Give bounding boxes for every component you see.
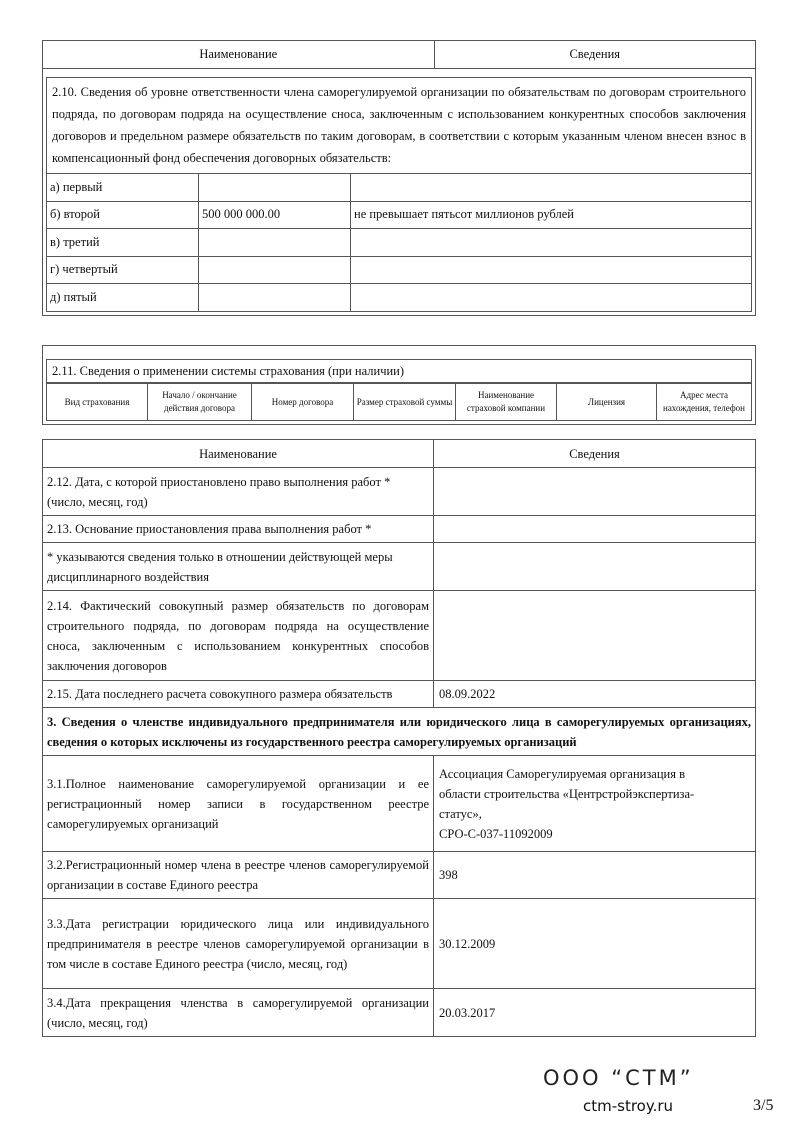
column-header: Наименование страховой компании <box>456 384 557 421</box>
row-label: 2.14. Фактический совокупный размер обязательств по договорам строительного подряда, по договорам подряда на осуществление сноса, заключенным с использованием конкурентных способов заключения договоров <box>43 591 434 681</box>
column-header: Адрес места нахождения, телефон <box>657 384 752 421</box>
row-label: 2.15. Дата последнего расчета совокупного размера обязательств <box>43 681 434 708</box>
liability-levels-table <box>46 173 752 312</box>
row-value: 08.09.2022 <box>434 681 756 708</box>
row-value: 20.03.2017 <box>434 989 756 1037</box>
row-label: 3.2.Регистрационный номер члена в реестре членов саморегулируемой организации в составе Единого реестра <box>43 852 434 899</box>
row-value: 30.12.2009 <box>434 899 756 989</box>
table-row <box>43 756 756 852</box>
row-label: 3.3.Дата регистрации юридического лица или индивидуального предпринимателя в реестре членов саморегулируемой организации в том числе в составе Единого реестра (число, месяц, год) <box>43 899 434 989</box>
table-row <box>43 591 756 681</box>
header-table <box>43 41 755 69</box>
row-label: 3.1.Полное наименование саморегулируемой организации и ее регистрационный номер записи в государственном реестре саморегулируемых организаций <box>43 756 434 852</box>
value-line: Ассоциация Саморегулируемая организация в <box>439 766 686 781</box>
row-value <box>434 516 756 543</box>
section-2-10-block <box>42 40 756 316</box>
insurance-title: 2.11. Сведения о применении системы страхования (при наличии) <box>46 359 752 383</box>
level-label: а) первый <box>47 174 199 202</box>
level-note: не превышает пятьсот миллионов рублей <box>351 201 752 229</box>
level-amount <box>199 174 351 202</box>
row-value <box>434 543 756 591</box>
column-header: Размер страховой суммы <box>354 384 456 421</box>
row-value <box>434 591 756 681</box>
level-amount <box>199 284 351 312</box>
table-row <box>47 256 752 284</box>
table-row <box>47 201 752 229</box>
table-row <box>43 468 756 516</box>
header-info: Сведения <box>434 41 755 69</box>
column-header: Начало / окончание действия договора <box>148 384 252 421</box>
table-row <box>47 174 752 202</box>
header-name: Наименование <box>43 41 434 69</box>
table-row <box>47 284 752 312</box>
section-3-heading: 3. Сведения о членстве индивидуального предпринимателя или юридического лица в саморегулируемых организациях, сведения о которых исключены из государственного реестра саморегулируемых организаций <box>43 708 756 756</box>
level-note <box>351 174 752 202</box>
row-label: 2.12. Дата, с которой приостановлено право выполнения работ * (число, месяц, год) <box>43 468 434 516</box>
insurance-table <box>46 383 752 421</box>
column-header: Вид страхования <box>47 384 148 421</box>
company-logo-text: ООО “СТМ” <box>543 1066 694 1090</box>
level-note <box>351 229 752 257</box>
section-2-10-text: 2.10. Сведения об уровне ответственности члена саморегулируемой организации по обязательствам по договорам строительного подряда, по договорам подряда на осуществление сноса, заключенным с использованием конкурентных способов заключения договоров и предельном размере обязательств по таким договорам, в соответствии с которым указанным членом внесен взнос в компенсационный фонд обеспечения договорных обязательств: <box>46 77 752 173</box>
table-header-row <box>47 384 752 421</box>
main-info-table <box>42 439 756 1037</box>
table-row <box>43 989 756 1037</box>
page-number: 3/5 <box>753 1097 774 1114</box>
level-amount <box>199 256 351 284</box>
level-label: б) второй <box>47 201 199 229</box>
table-row <box>47 229 752 257</box>
website-link[interactable]: ctm-stroy.ru <box>583 1097 674 1115</box>
row-label: 3.4.Дата прекращения членства в саморегулируемой организации (число, месяц, год) <box>43 989 434 1037</box>
row-label: * указываются сведения только в отношении действующей меры дисциплинарного воздействия <box>43 543 434 591</box>
level-label: д) пятый <box>47 284 199 312</box>
header-info: Сведения <box>434 440 756 468</box>
table-row <box>43 852 756 899</box>
table-row <box>43 708 756 756</box>
level-note <box>351 284 752 312</box>
column-header: Номер договора <box>252 384 354 421</box>
row-value <box>434 756 756 852</box>
level-label: г) четвертый <box>47 256 199 284</box>
level-amount <box>199 229 351 257</box>
table-header-row <box>43 440 756 468</box>
table-row <box>43 516 756 543</box>
level-note <box>351 256 752 284</box>
level-label: в) третий <box>47 229 199 257</box>
value-line: статус», <box>439 806 482 821</box>
value-line: СРО-С-037-11092009 <box>439 826 553 841</box>
header-name: Наименование <box>43 440 434 468</box>
table-row <box>43 543 756 591</box>
level-amount: 500 000 000.00 <box>199 201 351 229</box>
column-header: Лицензия <box>557 384 657 421</box>
row-label: 2.13. Основание приостановления права выполнения работ * <box>43 516 434 543</box>
value-line: области строительства «Центрстройэкспертиза- <box>439 786 695 801</box>
row-value: 398 <box>434 852 756 899</box>
row-value <box>434 468 756 516</box>
main-info-block <box>42 439 756 1037</box>
table-row <box>43 899 756 989</box>
table-row <box>43 681 756 708</box>
section-2-11-block <box>42 345 756 425</box>
